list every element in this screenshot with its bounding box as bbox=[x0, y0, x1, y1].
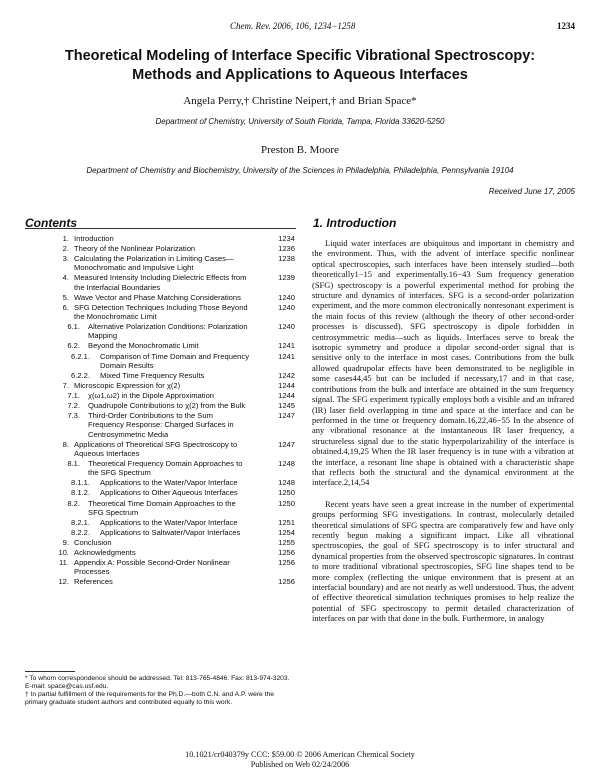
toc-entry-page: 1234 bbox=[278, 234, 295, 243]
toc-entry-number: 11. bbox=[59, 558, 69, 568]
toc-entry-page: 1256 bbox=[278, 558, 295, 568]
introduction-body bbox=[312, 238, 574, 635]
page-footer bbox=[0, 750, 600, 769]
toc-entry-number: 3. bbox=[62, 254, 69, 264]
toc-entry-page: 1242 bbox=[278, 370, 295, 380]
toc-entry-number: 8.1.1. bbox=[71, 478, 90, 488]
toc-entry[interactable] bbox=[25, 244, 295, 253]
toc-entry-number: 8. bbox=[62, 439, 69, 449]
toc-entry-number: 6.2.1. bbox=[71, 351, 90, 361]
toc-entry-title: Theoretical Time Domain Approaches to the SFG Spectrum bbox=[88, 498, 236, 517]
toc-entry-page: 1241 bbox=[278, 351, 295, 361]
toc-entry-title: Applications to Saltwater/Vapor Interfaces bbox=[100, 527, 241, 537]
toc-entry[interactable] bbox=[25, 528, 295, 537]
toc-entry-page: 1247 bbox=[278, 411, 295, 421]
toc-entry-number: 4. bbox=[62, 273, 69, 283]
toc-entry-page: 1244 bbox=[278, 391, 295, 401]
toc-entry-title: SFG Detection Techniques Including Those Beyond the Monochromatic Limit bbox=[74, 302, 248, 322]
toc-entry-title: Applications to the Water/Vapor Interface bbox=[100, 478, 238, 488]
toc-entry-page: 1240 bbox=[278, 292, 295, 302]
toc-entry-title: Applications to the Water/Vapor Interface bbox=[100, 517, 238, 527]
toc-entry-title: Third-Order Contributions to the Sum Frequency Response: Charged Surfaces in Centrosymmetric Media bbox=[88, 411, 234, 439]
toc-entry-number: 7.3. bbox=[67, 411, 80, 421]
toc-entry-page: 1236 bbox=[278, 244, 295, 254]
toc-entry[interactable] bbox=[25, 577, 295, 586]
toc-entry-title: Applications to Other Aqueous Interfaces bbox=[100, 488, 238, 498]
publication-date-line: Published on Web 02/24/2006 bbox=[250, 759, 350, 769]
toc-entry-number: 8.1.2. bbox=[71, 488, 90, 498]
toc-entry-title: Theoretical Frequency Domain Approaches to the SFG Spectrum bbox=[88, 459, 243, 478]
toc-entry-title: Beyond the Monochromatic Limit bbox=[88, 341, 199, 351]
toc-entry-title: Conclusion bbox=[74, 538, 112, 547]
toc-entry-title: Mixed Time Frequency Results bbox=[100, 370, 205, 380]
toc-entry-title: Alternative Polarization Conditions: Polarization Mapping bbox=[88, 322, 248, 341]
toc-entry-number: 8.1. bbox=[67, 459, 80, 469]
toc-entry-title: Appendix A: Possible Second-Order Nonlinear Processes bbox=[74, 558, 230, 577]
toc-entry-number: 8.2.1. bbox=[71, 517, 90, 527]
toc-entry-number: 12. bbox=[58, 577, 69, 587]
introduction-heading: 1. Introduction bbox=[313, 216, 397, 230]
toc-entry-title: Calculating the Polarization in Limiting Cases—Monochromatic and Impulsive Light bbox=[74, 254, 234, 273]
toc-entry-number: 10. bbox=[58, 548, 69, 558]
toc-entry[interactable] bbox=[25, 371, 295, 380]
toc-entry-title: Quadrupole Contributions to χ(2) from the Bulk bbox=[88, 401, 246, 411]
toc-entry-number: 2. bbox=[62, 244, 69, 254]
toc-entry-page: 1244 bbox=[278, 380, 295, 390]
toc-entry-title: Microscopic Expression for χ(2) bbox=[74, 380, 181, 390]
table-of-contents bbox=[25, 234, 295, 588]
toc-entry-page: 1254 bbox=[278, 527, 295, 537]
toc-entry-title: χ(ω1,ω2) in the Dipole Approximation bbox=[88, 391, 215, 401]
author-line-1: Angela Perry,† Christine Neipert,† and Brian Space* bbox=[183, 95, 417, 107]
toc-entry-number: 8.2.2. bbox=[71, 527, 90, 537]
author-line-2: Preston B. Moore bbox=[261, 144, 339, 156]
journal-reference: Chem. Rev. 2006, 106, 1234−1258 bbox=[230, 21, 356, 31]
introduction-paragraph-2: Recent years have seen a great increase in the number of experimental groups performing SFG investigations. In contrast, molecularly detailed theoretical simulations of SFG spectra are comparatively few and have only recently begun making a significant impact. Like all vibrational spectroscopies, the goal of SFG spectroscopy is to infer structural and dynamical properties from the observed spectroscopic signatures. In contrast to more traditional vibrational spectroscopies, SFG line shapes tend to be more complex (reflecting the unique environment that is present at an interfacial boundary) and are not nearly as well understood. Thus, the advent of effective theoretical simulation techniques promises to help realize the potential of SFG spectroscopy to permit detailed characterization of interfaces on par with that done in the bulk. Furthermore, in analogy bbox=[312, 498, 574, 624]
toc-entry-page: 1250 bbox=[278, 498, 295, 508]
toc-entry[interactable] bbox=[25, 234, 295, 243]
toc-entry[interactable] bbox=[25, 273, 295, 291]
affiliation-1: Department of Chemistry, University of South Florida, Tampa, Florida 33620-5250 bbox=[155, 117, 445, 126]
affiliation-2: Department of Chemistry and Biochemistry, University of the Sciences in Philadelphia, Philadelphia, Pennsylvania 19104 bbox=[86, 166, 514, 175]
toc-entry[interactable] bbox=[25, 352, 295, 370]
toc-entry-page: 1245 bbox=[278, 401, 295, 411]
footnote-contribution: † In partial fulfillment of the requirements for the Ph.D.—both C.N. and A.P. were the primary graduate student authors and contributed equally to this work. bbox=[25, 691, 274, 707]
toc-entry[interactable] bbox=[25, 303, 295, 321]
footnotes bbox=[25, 675, 295, 707]
toc-entry[interactable] bbox=[25, 411, 295, 439]
toc-entry-number: 7. bbox=[62, 380, 69, 390]
toc-entry-page: 1240 bbox=[278, 322, 295, 332]
article-title: Theoretical Modeling of Interface Specific Vibrational Spectroscopy: Methods and Applications to Aqueous Interfaces bbox=[64, 48, 536, 83]
toc-entry[interactable] bbox=[25, 440, 295, 458]
toc-entry-page: 1240 bbox=[278, 302, 295, 312]
toc-entry-page: 1250 bbox=[278, 488, 295, 498]
toc-entry[interactable] bbox=[25, 391, 295, 400]
toc-entry-number: 8.2. bbox=[67, 498, 80, 508]
received-date: Received June 17, 2005 bbox=[488, 187, 575, 196]
toc-entry-page: 1255 bbox=[278, 538, 295, 547]
toc-entry-number: 6. bbox=[62, 302, 69, 312]
toc-entry-title: Acknowledgments bbox=[74, 548, 136, 558]
toc-entry-title: References bbox=[74, 577, 113, 587]
toc-entry-title: Applications of Theoretical SFG Spectroscopy to Aqueous Interfaces bbox=[74, 439, 238, 458]
footnote-divider bbox=[25, 671, 75, 672]
toc-entry-page: 1251 bbox=[278, 517, 295, 527]
toc-entry[interactable] bbox=[25, 538, 295, 547]
toc-entry-number: 7.2. bbox=[67, 401, 80, 411]
toc-entry-page: 1239 bbox=[278, 273, 295, 283]
contents-heading: Contents bbox=[25, 216, 77, 230]
toc-entry-number: 6.2. bbox=[67, 341, 80, 351]
toc-entry-number: 6.1. bbox=[67, 322, 80, 332]
toc-entry[interactable] bbox=[25, 478, 295, 487]
toc-entry-page: 1247 bbox=[278, 439, 295, 449]
toc-entry[interactable] bbox=[25, 558, 295, 576]
page-number: 1234 bbox=[557, 21, 575, 31]
toc-entry-number: 5. bbox=[62, 292, 69, 302]
introduction-paragraph-1: Liquid water interfaces are ubiquitous and important in chemistry and the environment. Thus, with the advent of interface specific nonlinear optical spectroscopies, such interfaces have been intensely studied—both theoretically1−15 and experimentally.16−43 Sum frequency generation (SFG) spectroscopy is a powerful experimental method for probing the structure and dynamics of interfaces. SFG is a second-order polarization experiment, and the more common electronically nonresonant experiment is the main focus of this review (although the theory of other second-order processes is discussed). SFG spectroscopy is dipole forbidden in centrosymmetric media—such as liquids. Interfaces serve to break the isotropic symmetry and produce a dipolar second-order signal that is sensitive only to the interface in most cases. Contributions from the bulk allowed quadrupolar effects have been demonstrated to be negligible in some cases44,45 but can be included if necessary,17 and in that case, contributions from the bulk and interface are obtained in the sum frequency signal. The SFG experiment typically employs both a visible and an infrared (IR) laser field overlapping in time and space at the interface and can be performed in the time or frequency domain.16,22,46−55 In the absence of any vibrational resonance at the instantaneous IR laser frequency, a structureless signal due to the static hyperpolarizability of the interface is obtained.4,19,25 When the IR laser frequency is in tune with a vibration at the interface, a resonant line shape is obtained with a characteristic shape that reflects both the structural and the dynamical environment at the interface.2,14,54 bbox=[312, 238, 574, 488]
toc-entry-title: Introduction bbox=[74, 234, 114, 243]
toc-entry-page: 1248 bbox=[278, 478, 295, 488]
running-header bbox=[0, 21, 600, 35]
toc-entry-page: 1238 bbox=[278, 254, 295, 264]
toc-entry-number: 1. bbox=[62, 234, 69, 243]
footnote-correspondence: * To whom correspondence should be addressed. Tel: 813-765-4846. Fax: 813-974-3203. E-mail: space@cas.usf.edu. bbox=[25, 675, 290, 691]
toc-entry-number: 7.1. bbox=[67, 391, 80, 401]
toc-entry[interactable] bbox=[25, 254, 295, 272]
toc-entry-page: 1256 bbox=[278, 577, 295, 587]
toc-entry[interactable] bbox=[25, 548, 295, 557]
toc-entry-number: 6.2.2. bbox=[71, 370, 90, 380]
toc-entry[interactable] bbox=[25, 459, 295, 477]
contents-divider bbox=[25, 228, 296, 229]
toc-entry-page: 1248 bbox=[278, 459, 295, 469]
toc-entry-title: Measured Intensity Including Dielectric Effects from the Interfacial Boundaries bbox=[74, 273, 247, 292]
toc-entry[interactable] bbox=[25, 293, 295, 302]
doi-copyright-line: 10.1021/cr040379y CCC: $59.00 © 2006 American Chemical Society bbox=[185, 750, 415, 759]
toc-entry[interactable] bbox=[25, 401, 295, 410]
toc-entry-title: Theory of the Nonlinear Polarization bbox=[74, 244, 196, 254]
toc-entry[interactable] bbox=[25, 488, 295, 497]
toc-entry-title: Comparison of Time Domain and Frequency Domain Results bbox=[100, 351, 249, 370]
toc-entry[interactable] bbox=[25, 518, 295, 527]
toc-entry[interactable] bbox=[25, 341, 295, 350]
toc-entry-page: 1256 bbox=[278, 548, 295, 558]
toc-entry[interactable] bbox=[25, 499, 295, 517]
toc-entry[interactable] bbox=[25, 381, 295, 390]
toc-entry-page: 1241 bbox=[278, 341, 295, 351]
toc-entry-number: 9. bbox=[62, 538, 69, 547]
toc-entry[interactable] bbox=[25, 322, 295, 340]
toc-entry-title: Wave Vector and Phase Matching Considerations bbox=[74, 292, 241, 302]
